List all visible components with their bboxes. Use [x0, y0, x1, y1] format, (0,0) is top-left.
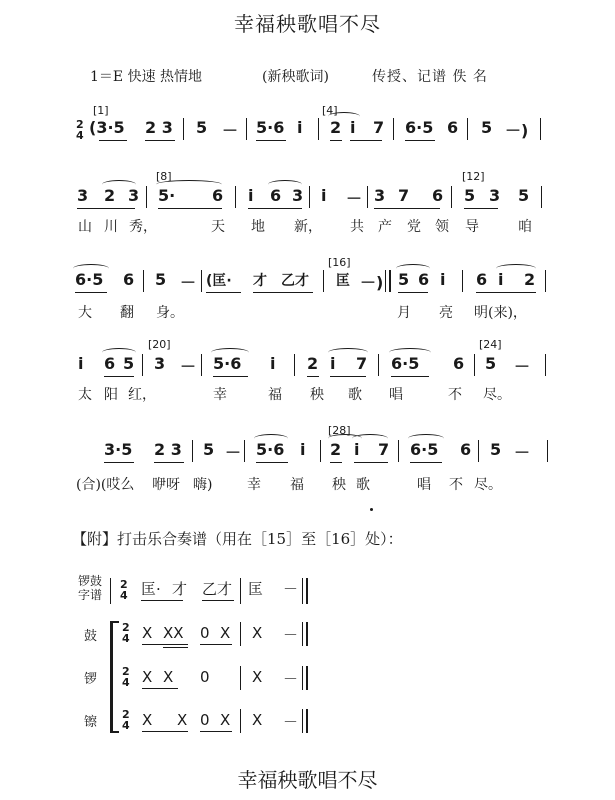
- note: －: [514, 357, 531, 376]
- beat: －: [283, 670, 299, 688]
- note: 3: [154, 354, 166, 373]
- note: 5: [196, 118, 208, 137]
- lyrics-line-5: (合)(哎么 咿呀 嗨) 幸 福 秧 歌 唱 不 尽。: [76, 477, 502, 493]
- note: 6: [212, 186, 224, 205]
- beat: 匡·: [141, 580, 161, 598]
- beat: X: [252, 711, 263, 729]
- beat: X: [252, 668, 263, 686]
- note: i: [321, 186, 327, 205]
- beat: 乙才: [202, 580, 233, 598]
- note: 5: [518, 186, 530, 205]
- beat: X: [220, 711, 231, 729]
- note: 6·5: [75, 270, 104, 289]
- note: i: [297, 118, 303, 137]
- part-label-cymbal: 镲: [84, 715, 98, 730]
- note: 5: [123, 354, 135, 373]
- beat: 才: [172, 580, 188, 598]
- note: 5: [155, 270, 167, 289]
- note: 2: [307, 354, 319, 373]
- time-signature: 2 4: [122, 665, 130, 689]
- note: 6: [270, 186, 282, 205]
- note: 3: [374, 186, 386, 205]
- note: 2 3: [145, 118, 173, 137]
- note: －: [180, 357, 197, 376]
- note: 6: [453, 354, 465, 373]
- note: 5: [464, 186, 476, 205]
- staff-1: [0, 118, 615, 148]
- note: 5·6: [256, 118, 285, 137]
- note: 5·6: [213, 354, 242, 373]
- note: i: [354, 440, 360, 459]
- note: i: [440, 270, 446, 289]
- note: 6·5: [410, 440, 439, 459]
- note: 5: [485, 354, 497, 373]
- note: 6: [432, 186, 444, 205]
- note: －: [225, 443, 242, 462]
- note: 匡: [336, 273, 350, 289]
- rehearsal-mark: [12]: [462, 170, 485, 183]
- note: －: [180, 273, 197, 292]
- percussion-bracket: [110, 621, 119, 733]
- note: i: [330, 354, 336, 373]
- staff-2: [0, 186, 615, 216]
- note: i: [78, 354, 84, 373]
- note: 5: [398, 270, 410, 289]
- note: 6: [418, 270, 430, 289]
- staff-5: [0, 440, 615, 470]
- note: 6·5: [391, 354, 420, 373]
- note: i: [270, 354, 276, 373]
- lyrics-line-3: 大 翻 身。 月 亮 明(来)，: [78, 305, 527, 321]
- beat: －: [283, 626, 299, 644]
- beat: X: [142, 711, 153, 729]
- note: 2: [524, 270, 536, 289]
- note: 5·6: [256, 440, 285, 459]
- rehearsal-mark: [16]: [328, 256, 351, 269]
- rehearsal-mark: [20]: [148, 338, 171, 351]
- beat: 0: [200, 711, 210, 729]
- rehearsal-mark: [28]: [328, 424, 351, 437]
- beat: X: [142, 624, 153, 642]
- note: 乙才: [281, 273, 309, 289]
- appendix-heading: 【附】打击乐合奏谱（用在［15］至［16］处）：: [72, 530, 403, 548]
- time-signature: 2 4: [76, 118, 84, 142]
- staff-4: [0, 354, 615, 384]
- note: 6: [104, 354, 116, 373]
- note: 7: [373, 118, 385, 137]
- note: 3: [77, 186, 89, 205]
- note: 5: [490, 440, 502, 459]
- note: －: [346, 189, 363, 208]
- note: 7: [378, 440, 390, 459]
- beat: 0: [200, 624, 210, 642]
- beat: 匡: [248, 580, 264, 598]
- part-label-gong: 锣: [84, 672, 98, 687]
- note: 3·5: [104, 440, 133, 459]
- part-label-luogu: 锣鼓 字谱: [78, 574, 103, 602]
- note: 2: [330, 440, 342, 459]
- note: i: [498, 270, 504, 289]
- credit: 传授、记谱 佚 名: [372, 69, 488, 85]
- note: 5·: [158, 186, 176, 205]
- note: (匡·: [206, 273, 232, 289]
- rehearsal-mark: [4]: [322, 104, 338, 117]
- staff-3: [0, 270, 615, 300]
- beat: －: [283, 713, 299, 731]
- note: 5: [203, 440, 215, 459]
- lyricist: (新秧歌词): [262, 69, 329, 85]
- page-title: 幸福秧歌唱不尽: [234, 12, 381, 36]
- beat: XX: [163, 624, 184, 642]
- note: 3: [128, 186, 140, 205]
- lyrics-line-2: 山 川 秀， 天 地 新， 共 产 党 领 导 咱: [78, 219, 532, 235]
- time-signature: 2 4: [122, 708, 130, 732]
- note: 7: [398, 186, 410, 205]
- note: i: [248, 186, 254, 205]
- part-label-drum: 鼓: [84, 629, 98, 644]
- note: 6: [476, 270, 488, 289]
- note: 6·5: [405, 118, 434, 137]
- note: 2 3: [154, 440, 182, 459]
- note: 6: [123, 270, 135, 289]
- note: 2: [330, 118, 342, 137]
- note: －): [505, 121, 529, 140]
- rehearsal-mark: [1]: [93, 104, 109, 117]
- time-signature: 2 4: [120, 578, 128, 602]
- note: 才: [253, 273, 267, 289]
- note: －: [222, 121, 239, 140]
- lyrics-line-4: 太 阳 红， 幸 福 秧 歌 唱 不 尽。: [78, 387, 511, 403]
- time-signature: 2 4: [122, 621, 130, 645]
- note: 5: [481, 118, 493, 137]
- note: 3: [292, 186, 304, 205]
- note: －: [514, 443, 531, 462]
- note: －): [360, 273, 384, 292]
- note: (3·5: [89, 118, 125, 137]
- rehearsal-mark: [8]: [156, 170, 172, 183]
- note: i: [300, 440, 306, 459]
- beat: X: [177, 711, 188, 729]
- note: 6: [460, 440, 472, 459]
- beat: X: [142, 668, 153, 686]
- note: i: [350, 118, 356, 137]
- beat: X: [163, 668, 174, 686]
- beat: X: [252, 624, 263, 642]
- beat: X: [220, 624, 231, 642]
- caption: 幸福秧歌唱不尽: [237, 768, 378, 792]
- ink-speck: [370, 508, 373, 511]
- key-tempo: 1＝E 快速 热情地: [90, 69, 203, 85]
- note: 6: [447, 118, 459, 137]
- note: 7: [356, 354, 368, 373]
- rehearsal-mark: [24]: [479, 338, 502, 351]
- beat: －: [283, 580, 299, 598]
- beat: 0: [200, 668, 210, 686]
- note: 2: [104, 186, 116, 205]
- note: 3: [489, 186, 501, 205]
